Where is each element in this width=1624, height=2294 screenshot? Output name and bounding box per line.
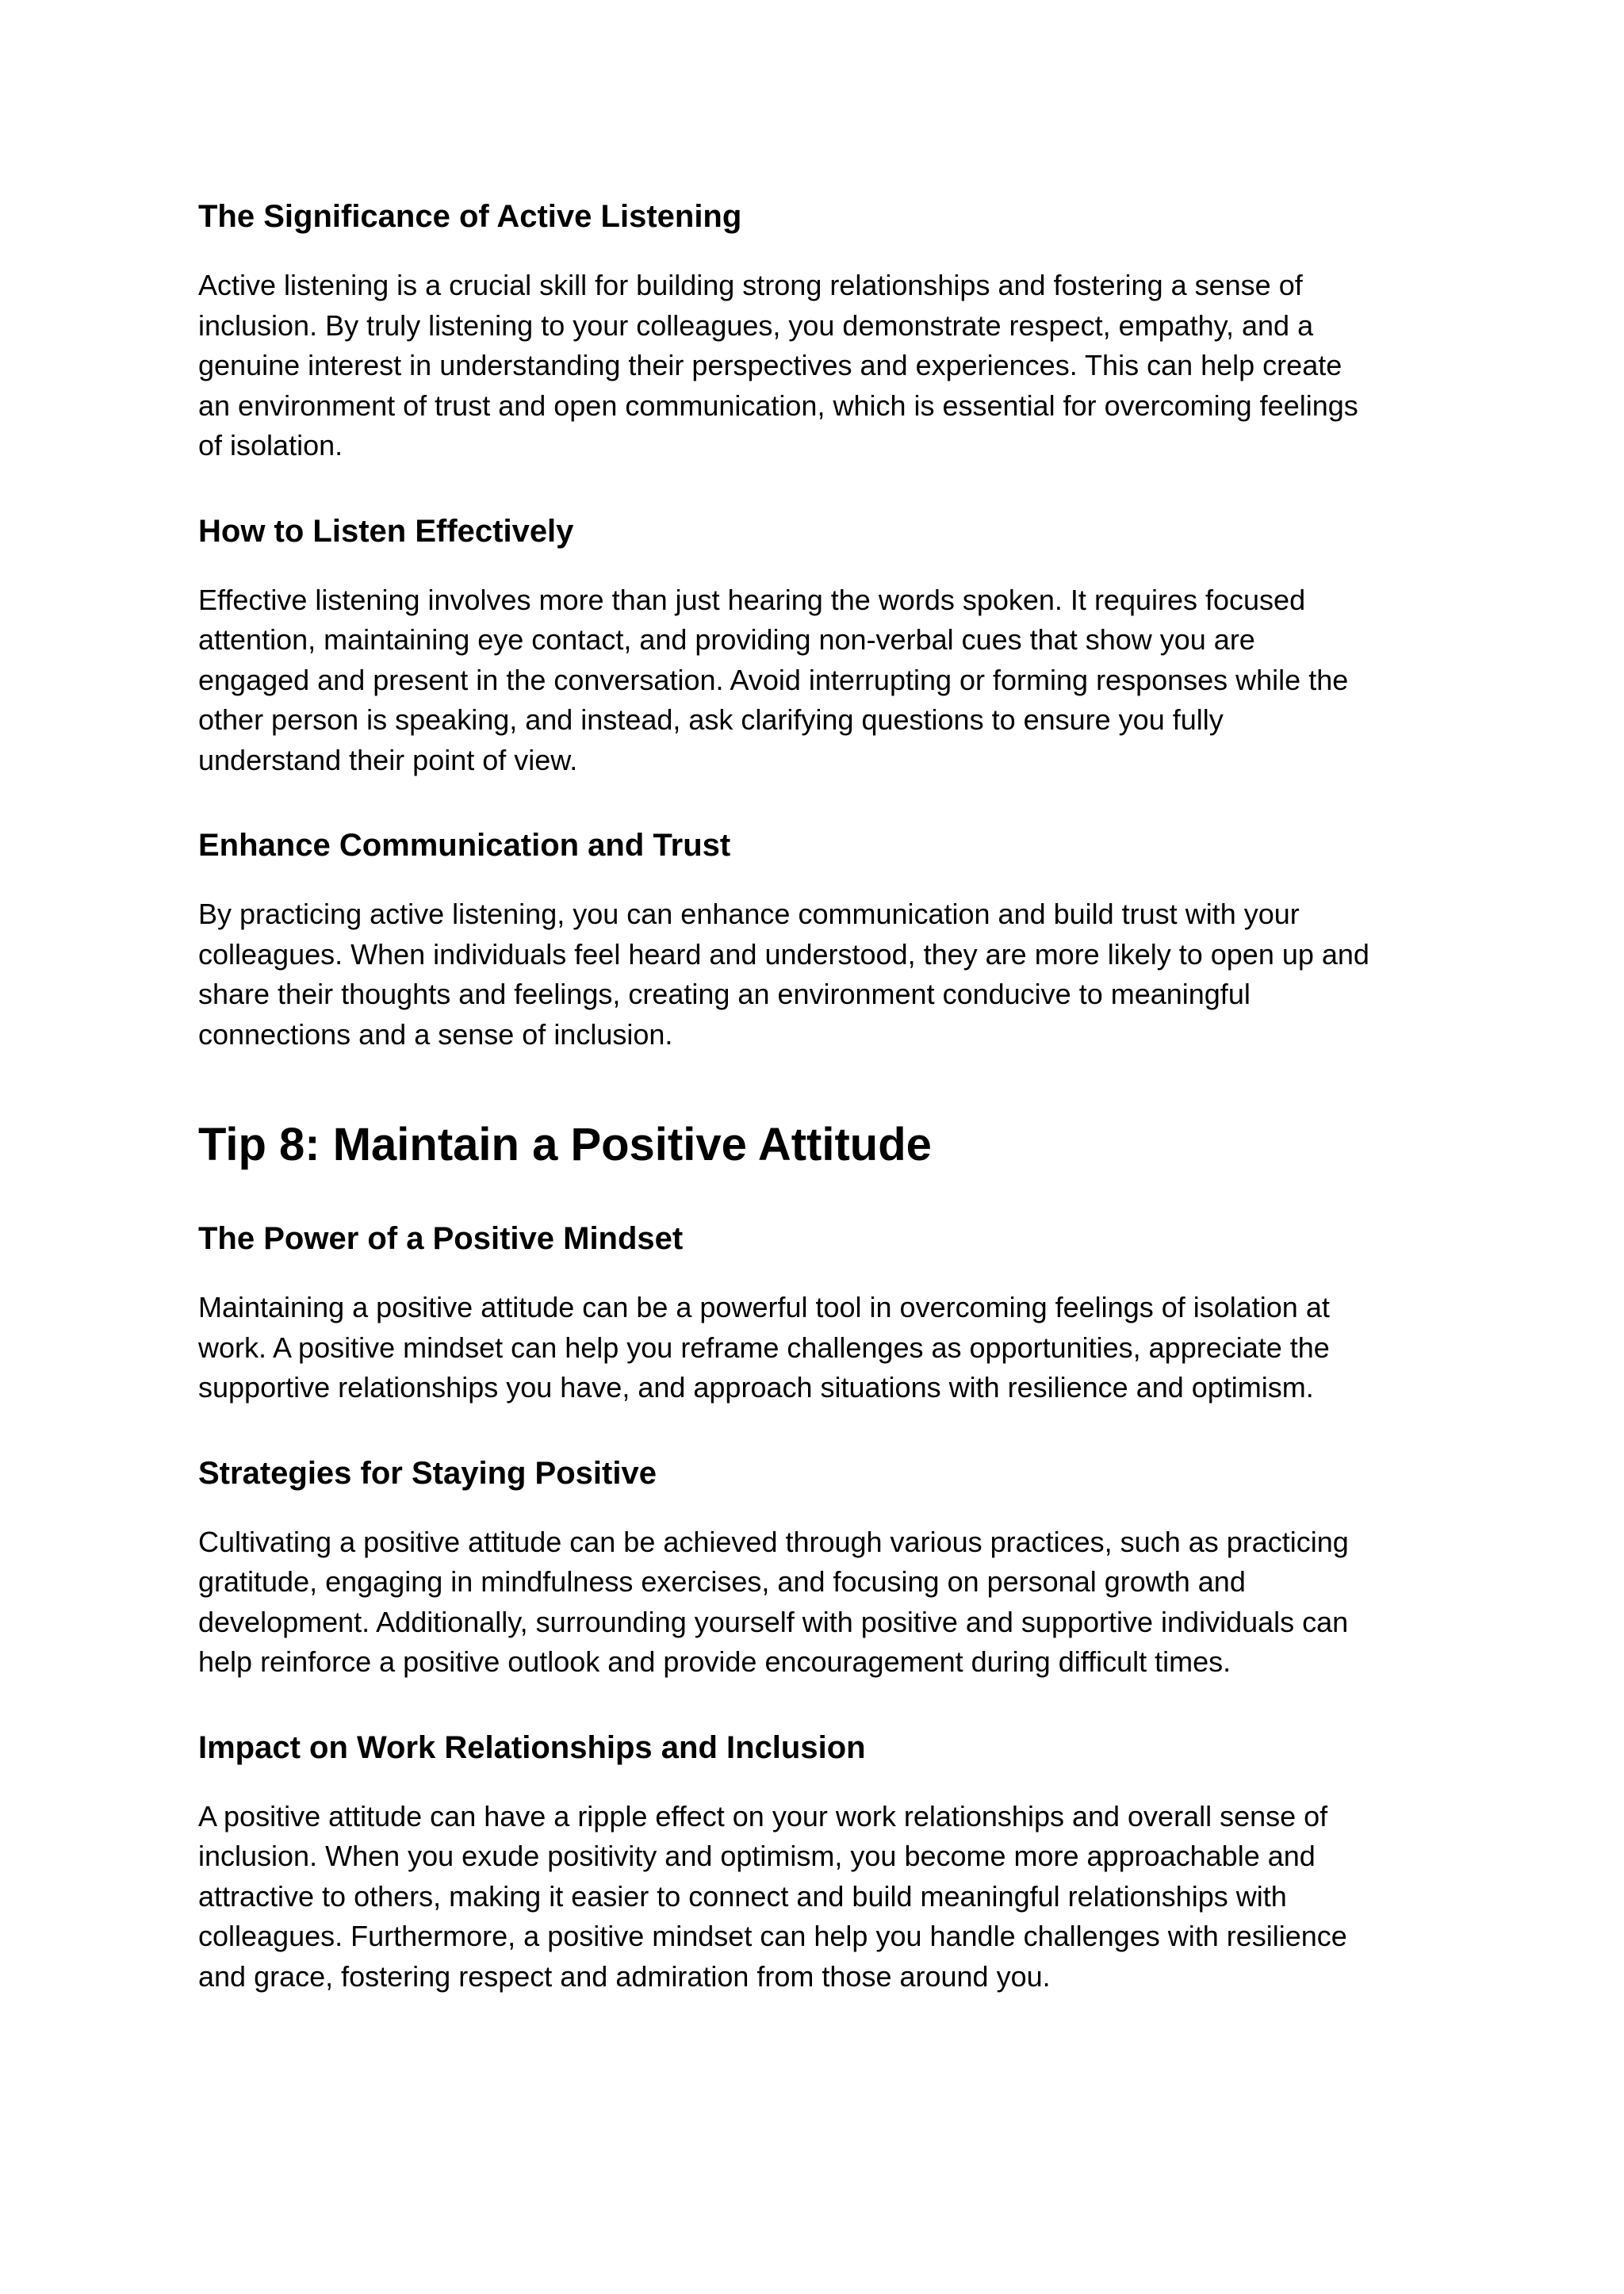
paragraph-line: and grace, fostering respect and admiration from those around you. [198,1959,1051,1993]
section-heading: The Significance of Active Listening [198,199,742,234]
section-paragraph [198,1797,1467,1997]
section-paragraph [198,580,1467,781]
paragraph-line: inclusion. When you exude positivity and optimism, you become more approachable and [198,1840,1316,1872]
section-staying-positive [198,1451,1467,1683]
paragraph-line: A positive attitude can have a ripple effect on your work relationships and overall sense of [198,1799,1328,1833]
section-paragraph [198,266,1467,466]
paragraph-line: an environment of trust and open communication, which is essential for overcoming feelings [198,389,1358,422]
paragraph-line: gratitude, engaging in mindfulness exercises, and focusing on personal growth and [198,1565,1246,1598]
section-heading: The Power of a Positive Mindset [198,1221,684,1256]
paragraph-line: inclusion. By truly listening to your colleagues, you demonstrate respect, empathy, and a [198,308,1314,342]
section-paragraph [198,894,1467,1055]
paragraph-line: of isolation. [198,429,343,461]
paragraph-line: attention, maintaining eye contact, and providing non-verbal cues that show you are [198,623,1255,656]
paragraph-line: engaged and present in the conversation. Avoid interrupting or forming responses while the [198,663,1349,696]
paragraph-line: other person is speaking, and instead, ask clarifying questions to ensure you fully [198,703,1224,736]
paragraph-line: attractive to others, making it easier to connect and build meaningful relationships with [198,1879,1287,1913]
paragraph-line: work. A positive mindset can help you reframe challenges as opportunities, appreciate the [198,1331,1330,1364]
paragraph-line: colleagues. Furthermore, a positive mindset can help you handle challenges with resilience [198,1920,1347,1952]
section-heading: Strategies for Staying Positive [198,1455,657,1491]
paragraph-line: supportive relationships you have, and approach situations with resilience and optimism. [198,1371,1314,1404]
paragraph-line: development. Additionally, surrounding yourself with positive and supportive individuals can [198,1605,1349,1638]
paragraph-line: understand their point of view. [198,743,578,776]
section-heading: How to Listen Effectively [198,513,574,549]
paragraph-line: help reinforce a positive outlook and provide encouragement during difficult times. [198,1645,1231,1678]
paragraph-line: share their thoughts and feelings, creating an environment conducive to meaningful [198,978,1251,1010]
section-active-listening [198,194,1467,466]
section-listen-effectively [198,509,1467,781]
paragraph-line: Active listening is a crucial skill for building strong relationships and fostering a sense of [198,269,1303,301]
section-paragraph [198,1522,1467,1683]
section-heading: Impact on Work Relationships and Inclusion [198,1729,866,1765]
paragraph-line: Effective listening involves more than just hearing the words spoken. It requires focused [198,583,1306,616]
paragraph-line: colleagues. When individuals feel heard and understood, they are more likely to open up and [198,937,1369,971]
section-paragraph [198,1288,1467,1408]
section-heading: Enhance Communication and Trust [198,828,731,863]
document-page [198,194,1467,2039]
paragraph-line: Cultivating a positive attitude can be achieved through various practices, such as practicing [198,1525,1349,1558]
paragraph-line: connections and a sense of inclusion. [198,1017,673,1051]
paragraph-line: genuine interest in understanding their perspectives and experiences. This can help create [198,349,1342,381]
tip-spacer [198,1097,1467,1115]
section-work-relationships [198,1725,1467,1997]
paragraph-line: Maintaining a positive attitude can be a powerful tool in overcoming feelings of isolation at [198,1291,1330,1323]
paragraph-line: By practicing active listening, you can enhance communication and build trust with your [198,898,1300,930]
tip-title: Tip 8: Maintain a Positive Attitude [198,1119,932,1170]
section-communication-trust [198,823,1467,1055]
section-positive-mindset [198,1216,1467,1408]
